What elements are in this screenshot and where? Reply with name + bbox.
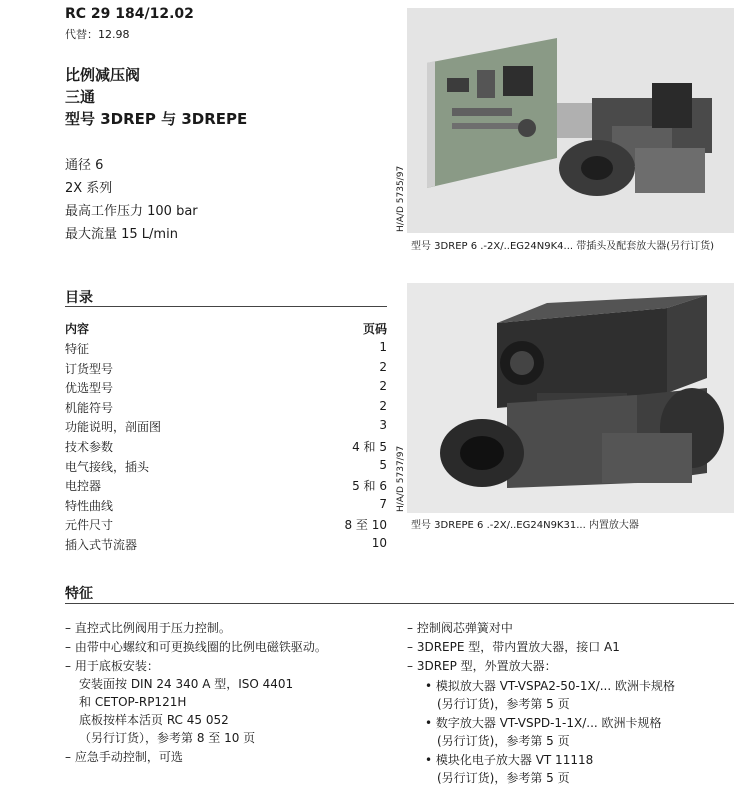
feature-item: – 由带中心螺纹和可更换线圈的比例电磁铁驱动。 (65, 640, 327, 654)
toc-row-page: 3 (379, 418, 387, 432)
toc-row-label: 订货型号 (65, 362, 114, 376)
toc-col-page: 页码 (362, 322, 387, 336)
figure-caption-1: 型号 3DREP 6 .-2X/..EG24N9K4... 带插头及配套放大器(另行订货) (411, 241, 715, 252)
toc-row-page: 10 (371, 536, 387, 550)
figure-caption-2: 型号 3DREPE 6 .-2X/..EG24N9K31... 内置放大器 (411, 520, 639, 531)
toc-row-page: 2 (379, 399, 387, 413)
feature-subitem: 底板按样本活页 RC 45 052 (79, 713, 229, 727)
toc-row-page: 5 和 6 (352, 479, 387, 493)
spec-size: 通径 6 (65, 158, 104, 173)
features-divider (65, 603, 734, 604)
feature-item: – 控制阀芯弹簧对中 (407, 621, 513, 635)
toc-row (65, 516, 387, 535)
toc-row-page: 2 (379, 360, 387, 374)
valve-integrated-amplifier-illustration (407, 283, 734, 513)
toc-row-page: 2 (379, 379, 387, 393)
feature-item: – 用于底板安装： (65, 659, 159, 673)
feature-item: – 应急手动控制，可选 (65, 750, 183, 764)
feature-item: – 直控式比例阀用于压力控制。 (65, 621, 231, 635)
features-heading: 特征 (65, 586, 93, 602)
toc-row-label: 插入式节流器 (65, 538, 138, 552)
figure-code-2: H/A/D 5737/97 (396, 445, 406, 512)
feature-item: – 3DREPE 型，带内置放大器，接口 A1 (407, 640, 620, 654)
title-line-2: 三通 (65, 88, 96, 106)
product-photo-3drep (407, 8, 734, 233)
replaces-note: 代替：12.98 (65, 28, 130, 41)
toc-row (65, 399, 387, 418)
toc-row (65, 438, 387, 457)
feature-subitem: 和 CETOP-RP121H (79, 695, 187, 709)
toc-row (65, 497, 387, 516)
feature-subitem: (另行订货)，参考第 5 页 (437, 697, 570, 711)
toc-row-label: 功能说明，剖面图 (65, 420, 162, 434)
toc-row-page: 7 (379, 497, 387, 511)
feature-bullet: • 模拟放大器 VT-VSPA2-50-1X/... 欧洲卡规格 (425, 679, 675, 693)
feature-item: – 3DREP 型，外置放大器： (407, 659, 557, 673)
toc-row-label: 特征 (65, 342, 90, 356)
toc-header-row (65, 320, 387, 339)
toc-row-page: 8 至 10 (344, 518, 387, 532)
toc-row-label: 电气接线，插头 (65, 460, 150, 474)
toc-col-content: 内容 (65, 322, 90, 336)
figure-code-1: H/A/D 5735/97 (396, 165, 406, 232)
toc-row (65, 379, 387, 398)
toc-row (65, 458, 387, 477)
feature-subitem: (另行订货)，参考第 5 页 (437, 734, 570, 748)
feature-subitem: (另行订货)，参考第 5 页 (437, 771, 570, 785)
toc-row-label: 优选型号 (65, 381, 114, 395)
document-number: RC 29 184/12.02 (65, 6, 194, 22)
toc-row-label: 电控器 (65, 479, 102, 493)
toc-row-page: 5 (379, 458, 387, 472)
feature-subitem: 安装面按 DIN 24 340 A 型，ISO 4401 (79, 677, 294, 691)
valve-with-card-illustration (407, 8, 734, 233)
product-photo-3drepe (407, 283, 734, 513)
toc-row-label: 机能符号 (65, 401, 114, 415)
toc-divider (65, 306, 387, 307)
toc-heading: 目录 (65, 290, 93, 306)
title-line-1: 比例减压阀 (65, 66, 141, 84)
spec-flow: 最大流量 15 L/min (65, 227, 178, 242)
toc-row (65, 418, 387, 437)
spec-series: 2X 系列 (65, 181, 113, 196)
spec-pressure: 最高工作压力 100 bar (65, 204, 198, 219)
toc-row (65, 536, 387, 555)
feature-bullet: • 数字放大器 VT-VSPD-1-1X/... 欧洲卡规格 (425, 716, 662, 730)
toc-row (65, 360, 387, 379)
toc-row (65, 477, 387, 496)
feature-subitem: （另行订货），参考第 8 至 10 页 (79, 731, 256, 745)
toc-row (65, 340, 387, 359)
feature-bullet: • 模块化电子放大器 VT 11118 (425, 753, 594, 767)
toc-row-label: 特性曲线 (65, 499, 114, 513)
toc-row-label: 技术参数 (65, 440, 114, 454)
title-line-3: 型号 3DREP 与 3DREPE (65, 110, 248, 128)
toc-row-label: 元件尺寸 (65, 518, 114, 532)
toc-row-page: 4 和 5 (352, 440, 387, 454)
toc-row-page: 1 (379, 340, 387, 354)
